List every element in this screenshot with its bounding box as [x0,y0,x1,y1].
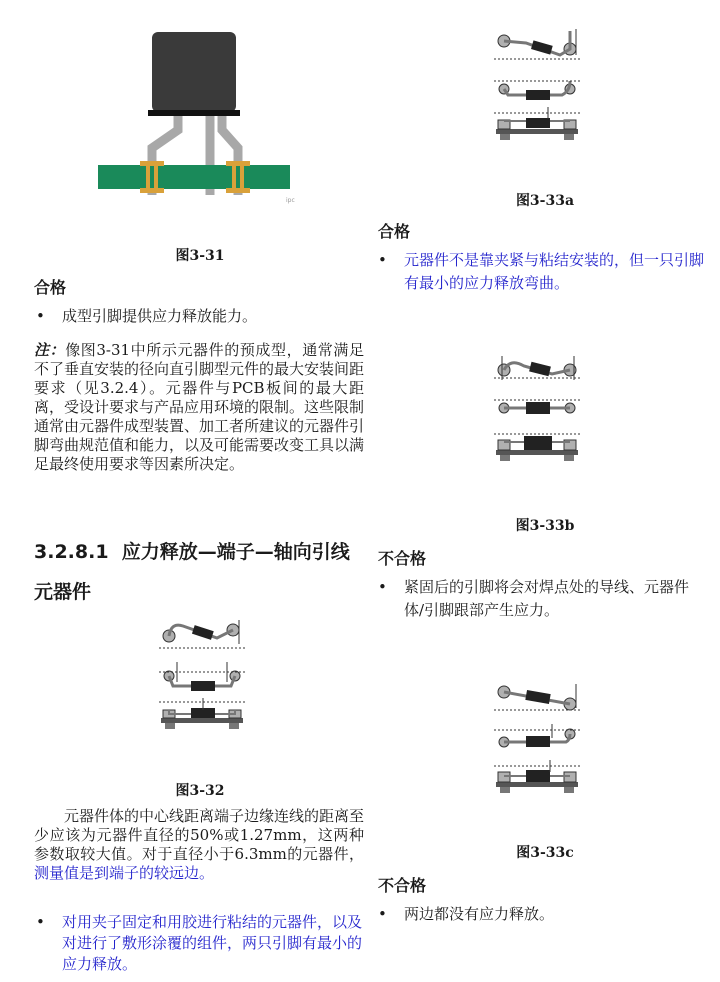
caption-3-33b: 图3-33b [515,518,575,534]
ipc-mark: ipc [286,197,295,204]
figure-3-33a [490,25,585,150]
requirement-text: 元器件体的中心线距离端子边缘连线的距离至少应该为元器件直径的50%或1.27mm，这两种参数取较大值。对于直径小于6.3mm的元器件， [34,807,365,863]
note-label: 注： [34,341,66,359]
figure-3-31 [90,30,300,205]
caption-3-31: 图3-31 [175,248,225,264]
accept-heading-left: 合格 [34,278,67,297]
reject-heading-2: 不合格 [378,876,427,895]
pcb-board [98,165,290,189]
requirement-paragraph [34,807,364,883]
bullet-clamped-left: • 对用夹子固定和用胶进行粘结的元器件，以及对进行了敷形涂覆的组件，两只引脚有最小的应力释放。 [36,913,363,973]
figure-3-33c [490,680,585,800]
figure-3-33b [490,352,585,472]
requirement-text-blue: 测量值是到端子的较远边。 [34,864,215,882]
section-heading [34,532,374,612]
note-text: 像图3-31中所示元器件的预成型，通常满足不了垂直安装的径向直引脚型元件的最大安装间距要求（见3.2.4）。元器件与PCB板间的最大距离，受设计要求与产品应用环境的限制。这些限制通常由元器件成型装置、加工者所建议的元器件引脚弯曲规范值和能力，以及可能需要改变工具以满足最终使用要求等因素所决定。 [34,341,365,473]
section-number: 3.2.8.1 [34,541,109,563]
section-title-1: 应力释放—端子—轴向引线 [121,541,350,563]
caption-3-32: 图3-32 [175,783,225,799]
accept-bullet-left: • 成型引脚提供应力释放能力。 [36,307,258,325]
reject-heading-1: 不合格 [378,549,427,568]
reject-bullet-1: • 紧固后的引脚将会对焊点处的导线、元器件体/引脚跟部产生应力。 [378,578,690,619]
section-title-2: 元器件 [34,581,92,603]
reject-bullet-2: • 两边都没有应力释放。 [378,905,555,923]
figure-3-32 [155,618,250,743]
caption-3-33a: 图3-33a [515,193,575,209]
accept-bullet-right: • 元器件不是靠夹紧与粘结安装的，但一只引脚有最小的应力释放弯曲。 [378,251,705,292]
accept-heading-right: 合格 [378,222,411,241]
component-body [152,32,236,112]
caption-3-33c: 图3-33c [516,845,574,861]
note-paragraph [34,341,364,474]
